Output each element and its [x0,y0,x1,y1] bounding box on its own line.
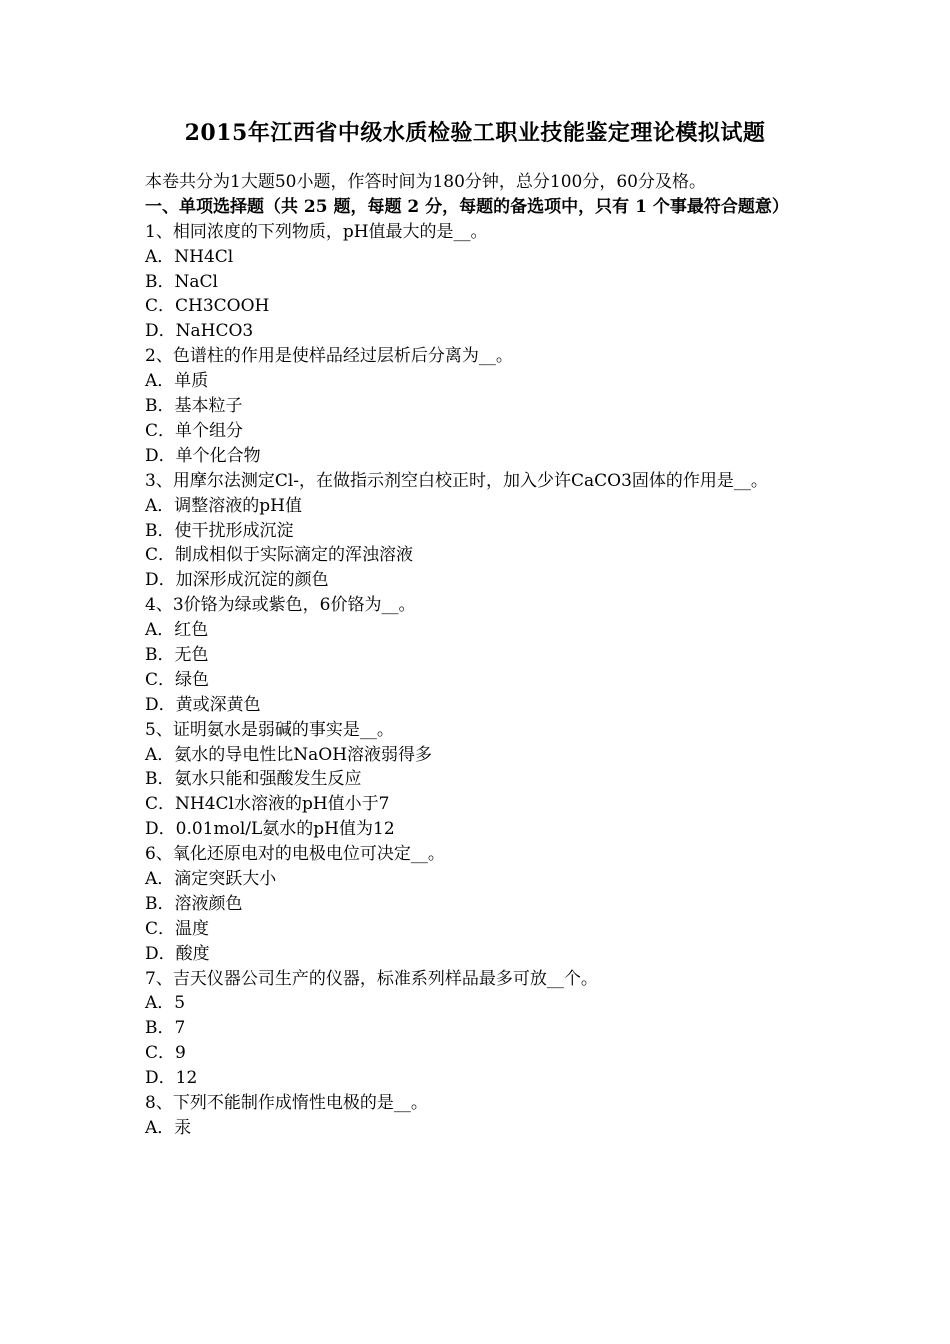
question-6 [145,842,810,966]
option-c: C．制成相似于实际滴定的浑浊溶液 [145,545,414,566]
option-d: D．12 [145,1068,198,1089]
option-c: C．CH3COOH [145,296,270,317]
option-d: D．黄或深黄色 [145,694,261,715]
question-stem: 8、下列不能制作成惰性电极的是__。 [145,1092,428,1113]
question-1 [145,220,810,344]
option-a: A．调整溶液的pH值 [145,495,302,516]
question-8 [145,1091,810,1141]
question-stem: 3、用摩尔法测定Cl-，在做指示剂空白校正时，加入少许CaCO3固体的作用是__。 [145,470,768,491]
option-d: D．单个化合物 [145,445,261,466]
option-a: A．滴定突跃大小 [145,868,277,889]
question-5 [145,718,810,842]
question-stem: 7、吉天仪器公司生产的仪器，标准系列样品最多可放__个。 [145,968,598,989]
option-c: C．NH4Cl水溶液的pH值小于7 [145,794,390,815]
question-stem: 5、证明氨水是弱碱的事实是__。 [145,719,394,740]
option-b: B．溶液颜色 [145,893,243,914]
section-heading: 一、单项选择题（共 25 题，每题 2 分，每题的备选项中，只有 1 个事最符合题意） [145,196,789,217]
option-a: A．氨水的导电性比NaOH溶液弱得多 [145,744,433,765]
option-b: B．NaCl [145,271,218,292]
option-a: A．NH4Cl [145,246,234,267]
question-4 [145,593,810,717]
exam-intro: 本卷共分为1大题50小题，作答时间为180分钟，总分100分，60分及格。 [145,172,706,192]
question-stem: 1、相同浓度的下列物质，pH值最大的是__。 [145,221,488,242]
option-b: B．无色 [145,644,209,665]
document-title: 2015年江西省中级水质检验工职业技能鉴定理论模拟试题 [184,120,766,146]
option-a: A．红色 [145,620,209,641]
option-d: D．酸度 [145,943,210,964]
question-stem: 6、氧化还原电对的电极电位可决定__。 [145,844,445,865]
option-a: A．汞 [145,1117,192,1138]
option-a: A．单质 [145,371,209,392]
option-d: D．0.01mol/L氨水的pH值为12 [145,819,395,840]
option-c: C．温度 [145,918,210,939]
question-2 [145,344,810,468]
question-stem: 4、3价铬为绿或紫色，6价铬为__。 [145,595,416,616]
option-c: C．9 [145,1043,186,1064]
option-a: A．5 [145,993,186,1014]
question-stem: 2、色谱柱的作用是使样品经过层析后分离为__。 [145,346,513,367]
option-c: C．绿色 [145,669,210,690]
question-3 [145,469,810,593]
option-d: D．NaHCO3 [145,321,254,342]
option-c: C．单个组分 [145,420,244,441]
option-b: B．使干扰形成沉淀 [145,520,294,541]
option-b: B．基本粒子 [145,396,243,417]
option-d: D．加深形成沉淀的颜色 [145,570,329,591]
option-b: B．氨水只能和强酸发生反应 [145,769,362,790]
question-7 [145,967,810,1091]
option-b: B．7 [145,1018,186,1039]
document-body [145,170,810,1141]
